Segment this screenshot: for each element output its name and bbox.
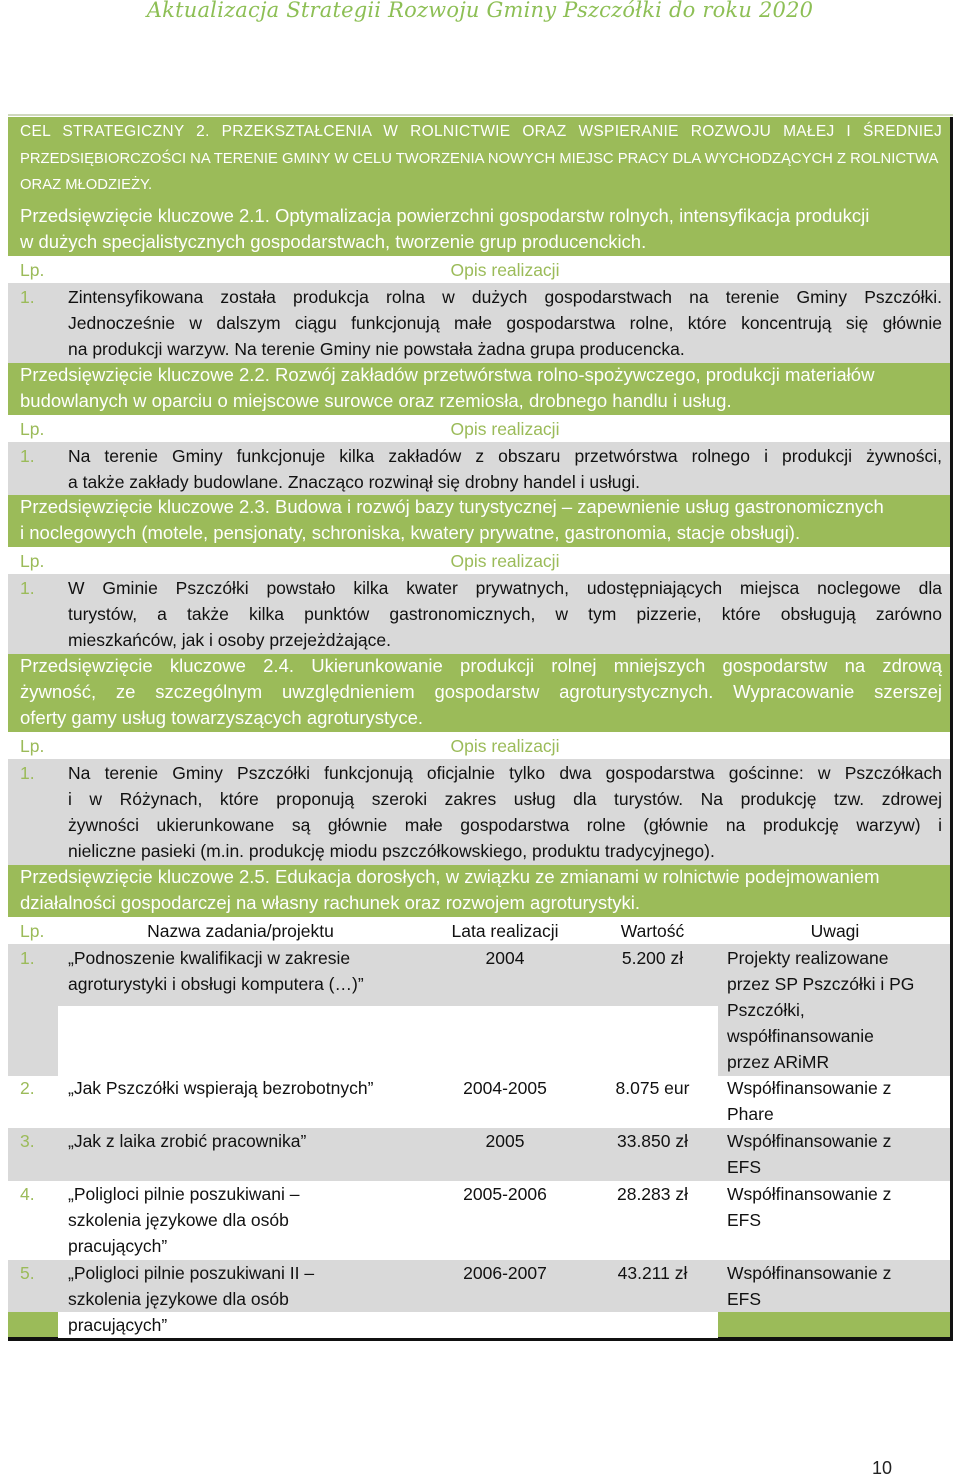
project-lp: 5.	[20, 1263, 35, 1283]
col-nazwa-header: Nazwa zadania/projektu	[147, 921, 334, 941]
table-top-border	[8, 114, 953, 116]
section-2-3-title-line-2: i noclegowych (motele, pensjonaty, schroniska, kwatery prywatne, gastronomia, stacje obsługi).	[20, 522, 801, 543]
project-lp: 3.	[20, 1131, 35, 1151]
running-header: Aktualizacja Strategii Rozwoju Gminy Pszczółki do roku 2020	[146, 0, 814, 22]
project-name: „Jak Pszczółki wspierają bezrobotnych”	[68, 1078, 374, 1098]
lp-header: Lp.	[20, 419, 45, 439]
project-value: 8.075 eur	[615, 1078, 690, 1098]
opis-line: nieliczne pasieki (m.in. produkcję miodu pszczółkowskiego, produktu tradycyjnego).	[68, 841, 715, 861]
section-2-5-title-line-2: działalności gospodarczej na własny rachunek oraz rozwojem agroturystyki.	[20, 892, 641, 913]
opis-header: Opis realizacji	[450, 260, 560, 280]
opis-line: Jednocześnie w dalszym ciągu funkcjonują małe gospodarstwa rolne, które koncentrują się głównie	[68, 313, 942, 333]
section-2-1-title-line-1: Przedsięwzięcie kluczowe 2.1. Optymalizacja powierzchni gospodarstw rolnych, intensyfikacja produkcji	[20, 205, 870, 226]
section-2-4-title-line-1: Przedsięwzięcie kluczowe 2.4. Ukierunkowanie produkcji rolnej mniejszych gospodarstw na zdrową	[20, 655, 942, 676]
section-2-1-title-line-2: w dużych specjalistycznych gospodarstwach, tworzenie grup producenckich.	[20, 231, 647, 252]
lp-number: 1.	[20, 446, 35, 466]
section-2-4-title-line-2: żywność, ze szczególnym uwzględnieniem gospodarstw agroturystycznych. Wypracowanie szerszej	[20, 681, 942, 702]
project-notes: Pszczółki,	[727, 1000, 805, 1020]
project-value: 5.200 zł	[621, 948, 684, 968]
strategic-goal-line-1: CEL STRATEGICZNY 2. PRZEKSZTAŁCENIA W ROLNICTWIE ORAZ WSPIERANIE ROZWOJU MAŁEJ I ŚREDNIEJ	[20, 123, 942, 140]
project-name: „Poligloci pilnie poszukiwani –	[68, 1184, 300, 1204]
project-lp: 4.	[20, 1184, 35, 1204]
opis-header: Opis realizacji	[450, 419, 560, 439]
opis-line: W Gminie Pszczółki powstało kilka kwater prywatnych, udostępniających miejsca noclegowe dla	[68, 578, 942, 598]
section-2-2-title-line-1: Przedsięwzięcie kluczowe 2.2. Rozwój zakładów przetwórstwa rolno-spożywczego, produkcji materiałów	[20, 364, 875, 385]
project-lp: 2.	[20, 1078, 35, 1098]
lp-number: 1.	[20, 578, 35, 598]
opis-line: żywności ukierunkowane są głównie małe gospodarstwa rolne (głównie na produkcję warzyw) i	[68, 815, 942, 835]
lp-header: Lp.	[20, 551, 45, 571]
opis-line: Na terenie Gminy funkcjonuje kilka zakładów z obszaru przetwórstwa rolnego i produkcji żywności,	[68, 446, 942, 466]
project-notes: Współfinansowanie z	[727, 1184, 892, 1204]
project-value: 43.211 zł	[617, 1263, 688, 1283]
project-notes: EFS	[727, 1157, 762, 1177]
project-name: szkolenia językowe dla osób	[68, 1289, 289, 1309]
project-years: 2005	[485, 1131, 525, 1151]
lp-header: Lp.	[20, 736, 45, 756]
project-value: 28.283 zł	[616, 1184, 689, 1204]
project-lp: 1.	[20, 948, 35, 968]
project-name: szkolenia językowe dla osób	[68, 1210, 289, 1230]
opis-line: i w Różynach, które proponują szeroki zakres usług dla turystów. Na produkcję tzw. zdrowej	[68, 789, 942, 809]
lp-number: 1.	[20, 763, 35, 783]
project-notes: Współfinansowanie z	[727, 1078, 892, 1098]
project-name: pracujących”	[68, 1236, 168, 1256]
opis-line: a także zakłady budowlane. Znacząco rozwinął się drobny handel i usługi.	[68, 472, 640, 492]
lp-number: 1.	[20, 287, 35, 307]
project-years: 2006-2007	[463, 1263, 547, 1283]
table-right-shadow	[950, 117, 953, 1341]
section-2-2-title-line-2: budowlanych w oparciu o miejscowe surowce oraz rzemiosła, drobnego handlu i usług.	[20, 390, 732, 411]
opis-line: Zintensyfikowana została produkcja rolna w dużych gospodarstwach na terenie Gminy Pszczółki.	[68, 287, 942, 307]
project-name: „Poligloci pilnie poszukiwani II –	[68, 1263, 315, 1283]
strategic-goal-line-3: ORAZ MŁODZIEŻY.	[20, 177, 153, 193]
opis-line: mieszkańców, jak i osoby przejeżdżające.	[68, 630, 391, 650]
project-notes: Projekty realizowane	[727, 948, 889, 968]
project-notes: przez ARiMR	[727, 1052, 830, 1072]
opis-line: Na terenie Gminy Pszczółki funkcjonują oficjalnie tylko dwa gospodarstwa gościnne: w Pszczółkach	[68, 763, 942, 783]
project-name: pracujących”	[68, 1315, 168, 1335]
project-name: „Jak z laika zrobić pracownika”	[68, 1131, 307, 1151]
project-row-1-gap	[58, 1006, 718, 1076]
project-name: agroturystyki i obsługi komputera (…)”	[68, 974, 364, 994]
project-notes: EFS	[727, 1210, 762, 1230]
project-value: 33.850 zł	[616, 1131, 689, 1151]
opis-header: Opis realizacji	[450, 551, 560, 571]
project-years: 2004	[485, 948, 525, 968]
strategic-goal-line-2: PRZEDSIĘBIORCZOŚCI NA TERENIE GMINY W CELU TWORZENIA NOWYCH MIEJSC PRACY DLA WYCHODZĄCYCH Z ROLNICTWA	[20, 151, 939, 167]
section-2-3-title-line-1: Przedsięwzięcie kluczowe 2.3. Budowa i rozwój bazy turystycznej – zapewnienie usług gastronomicznych	[20, 496, 884, 517]
opis-header: Opis realizacji	[450, 736, 560, 756]
project-years: 2004-2005	[463, 1078, 547, 1098]
section-2-5-title-line-1: Przedsięwzięcie kluczowe 2.5. Edukacja dorosłych, w związku ze zmianami w rolnictwie podejmowaniem	[20, 866, 880, 887]
project-notes: Współfinansowanie z	[727, 1263, 892, 1283]
col-wartosc-header: Wartość	[620, 921, 685, 941]
opis-line: na produkcji warzyw. Na terenie Gminy nie powstała żadna grupa producencka.	[68, 339, 685, 359]
col-uwagi-header: Uwagi	[810, 921, 860, 941]
project-notes: EFS	[727, 1289, 762, 1309]
col-lata-header: Lata realizacji	[451, 921, 559, 941]
opis-line: turystów, a także kilka punktów gastronomicznych, w tym pizzerie, które obsługują zarówno	[68, 604, 942, 624]
project-notes: przez SP Pszczółki i PG	[727, 974, 915, 994]
page-number: 10	[872, 1458, 893, 1478]
project-name: „Podnoszenie kwalifikacji w zakresie	[68, 948, 351, 968]
project-notes: Współfinansowanie z	[727, 1131, 892, 1151]
project-years: 2005-2006	[463, 1184, 547, 1204]
col-lp-header: Lp.	[20, 921, 45, 941]
project-notes: współfinansowanie	[727, 1026, 874, 1046]
section-2-4-title-line-3: oferty gamy usług towarzyszących agroturystyce.	[20, 707, 424, 728]
lp-header: Lp.	[20, 260, 45, 280]
project-notes: Phare	[727, 1104, 774, 1124]
